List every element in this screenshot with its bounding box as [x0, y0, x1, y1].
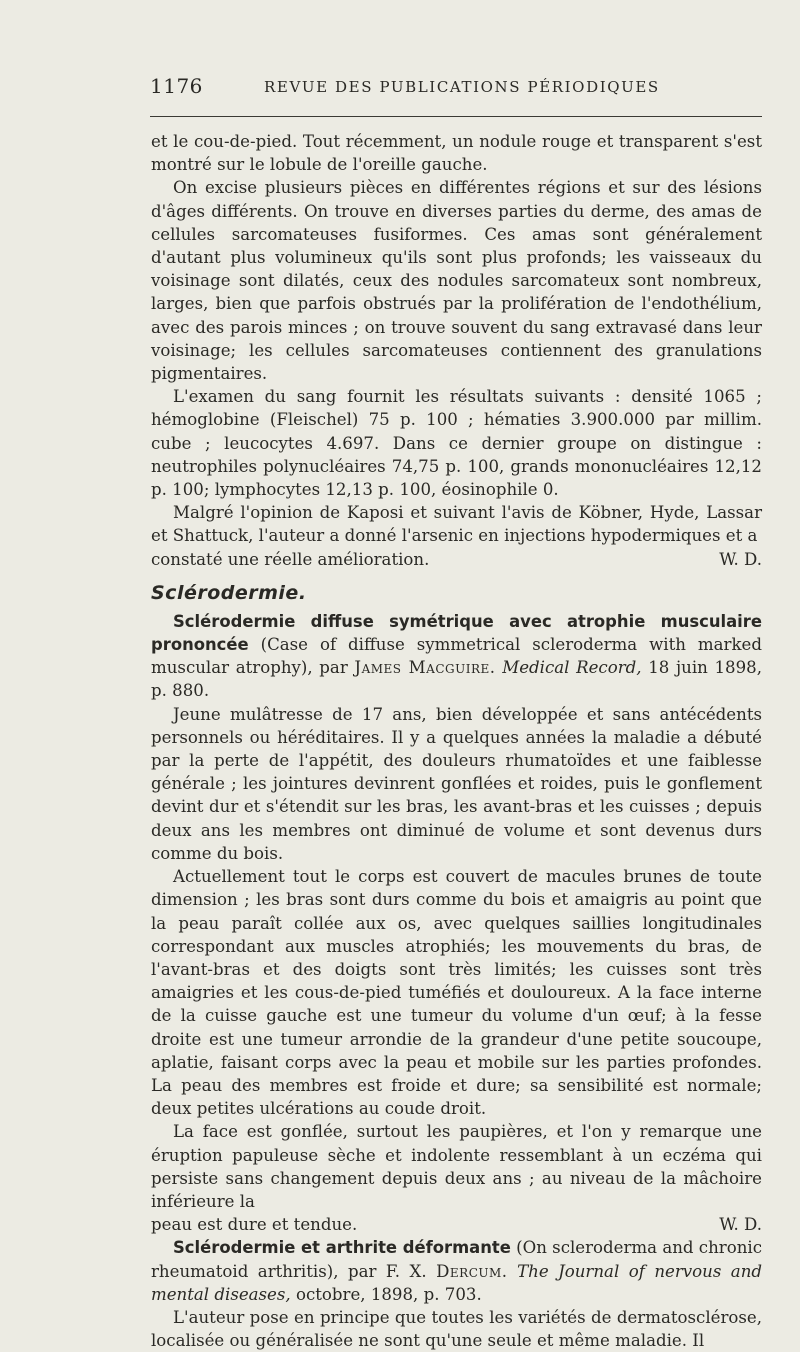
paragraph: Malgré l'opinion de Kaposi et suivant l'avis de Köbner, Hyde, Lassar et Shattuck, l'auteur a donné l'arsenic en injections hypodermiques et a [151, 503, 762, 546]
paragraph: et le cou-de-pied. Tout récemment, un nodule rouge et transparent s'est montré sur le lobule de l'oreille gauche. [151, 132, 762, 175]
closing-text: peau est dure et tendue. [151, 1215, 358, 1235]
body-text [151, 130, 762, 1352]
running-title: REVUE DES PUBLICATIONS PÉRIODIQUES [264, 78, 660, 96]
paragraph: Actuellement tout le corps est couvert de macules brunes de toute dimension ; les bras sont durs comme du bois et amaigris au point que la peau paraît collée aux os, avec quelques saillies longitudinales correspondant aux muscles atrophiés; les mouvements du bras, de l'avant-bras et des doigts sont très limités; les cuisses sont très amaigries et les cous-de-pied tuméfiés et douloureux. A la face interne de la cuisse gauche est une tumeur du volume d'un œuf; à la fesse droite est une tumeur arrondie de la grandeur d'une petite soucoupe, aplatie, faisant corps avec la peau et mobile sur les parties profondes. La peau des membres est froide et dure; sa sensibilité est normale; deux petites ulcérations au coude droit. [151, 867, 762, 1119]
section-heading: Sclérodermie. [151, 581, 307, 604]
paragraph: La face est gonflée, surtout les paupières, et l'on y remarque une éruption papuleuse sèche et indolente ressemblant à un eczéma qui persiste sans changement depuis deux ans ; au niveau de la mâchoire inférieure la [151, 1122, 762, 1211]
page-header [150, 74, 762, 104]
paragraph: L'examen du sang fournit les résultats suivants : densité 1065 ; hémoglobine (Fleischel) 75 p. 100 ; hématies 3.900.000 par millim. cube ; leucocytes 4.697. Dans ce dernier groupe on distingue : neutrophiles polynucléaires 74,75 p. 100, grands mononucléaires 12,12 p. 100; lymphocytes 12,13 p. 100, éosinophile 0. [151, 387, 762, 500]
review-entry [151, 1236, 762, 1306]
entry-title: Sclérodermie diffuse symétrique avec atrophie musculaire prononcée [151, 611, 762, 655]
author-signature: W. D. [719, 549, 762, 569]
page-number: 1176 [150, 74, 203, 98]
entry-date: 18 juin 1898, p. 880. [151, 658, 762, 701]
paragraph-last-line [151, 1213, 762, 1236]
entry-author: Dercum. [436, 1261, 508, 1281]
entry-author: James Macguire. [354, 658, 496, 678]
header-rule [150, 116, 762, 117]
review-entry [151, 610, 762, 703]
entry-journal: The Journal of nervous and mental diseases, [151, 1261, 763, 1304]
entry-journal: Medical Record, [502, 658, 642, 678]
author-signature: W. D. [719, 1215, 762, 1235]
paragraph-last-line [151, 548, 762, 571]
entry-english-title: (On scleroderma and chronic rheumatoid arthritis), par F. X. [151, 1238, 762, 1281]
paragraph: Jeune mulâtresse de 17 ans, bien développée et sans antécédents personnels ou héréditaires. Il y a quelques années la maladie a débuté par la perte de l'appétit, des douleurs rhumatoïdes et une faiblesse générale ; les jointures devinrent gonflées et roides, puis le gonflement devint dur et s'étendit sur les bras, les avant-bras et les cuisses ; depuis deux ans les membres ont diminué de volume et sont devenus durs comme du bois. [151, 704, 762, 863]
entry-title: Sclérodermie et arthrite déformante [173, 1238, 511, 1258]
paragraph: L'auteur pose en principe que toutes les variétés de dermatosclérose, localisée ou généralisée ne sont qu'une seule et même maladie. Il [151, 1307, 762, 1351]
entry-english-title: (Case of diffuse symmetrical scleroderma with marked muscular atrophy), par [151, 635, 762, 678]
entry-date: octobre, 1898, p. 703. [295, 1284, 482, 1304]
closing-text: constaté une réelle amélioration. [151, 549, 430, 569]
paragraph: On excise plusieurs pièces en différentes régions et sur des lésions d'âges différents. On trouve en diverses parties du derme, des amas de cellules sarcomateuses fusiformes. Ces amas sont généralement d'autant plus volumineux qu'ils sont plus profonds; les vaisseaux du voisinage sont dilatés, ceux des nodules sarcomateux sont nombreux, larges, bien que parfois obstrués par la prolifération de l'endothélium, avec des parois minces ; on trouve souvent du sang extravasé dans leur voisinage; les cellules sarcomateuses contiennent des granulations pigmentaires. [151, 178, 762, 384]
